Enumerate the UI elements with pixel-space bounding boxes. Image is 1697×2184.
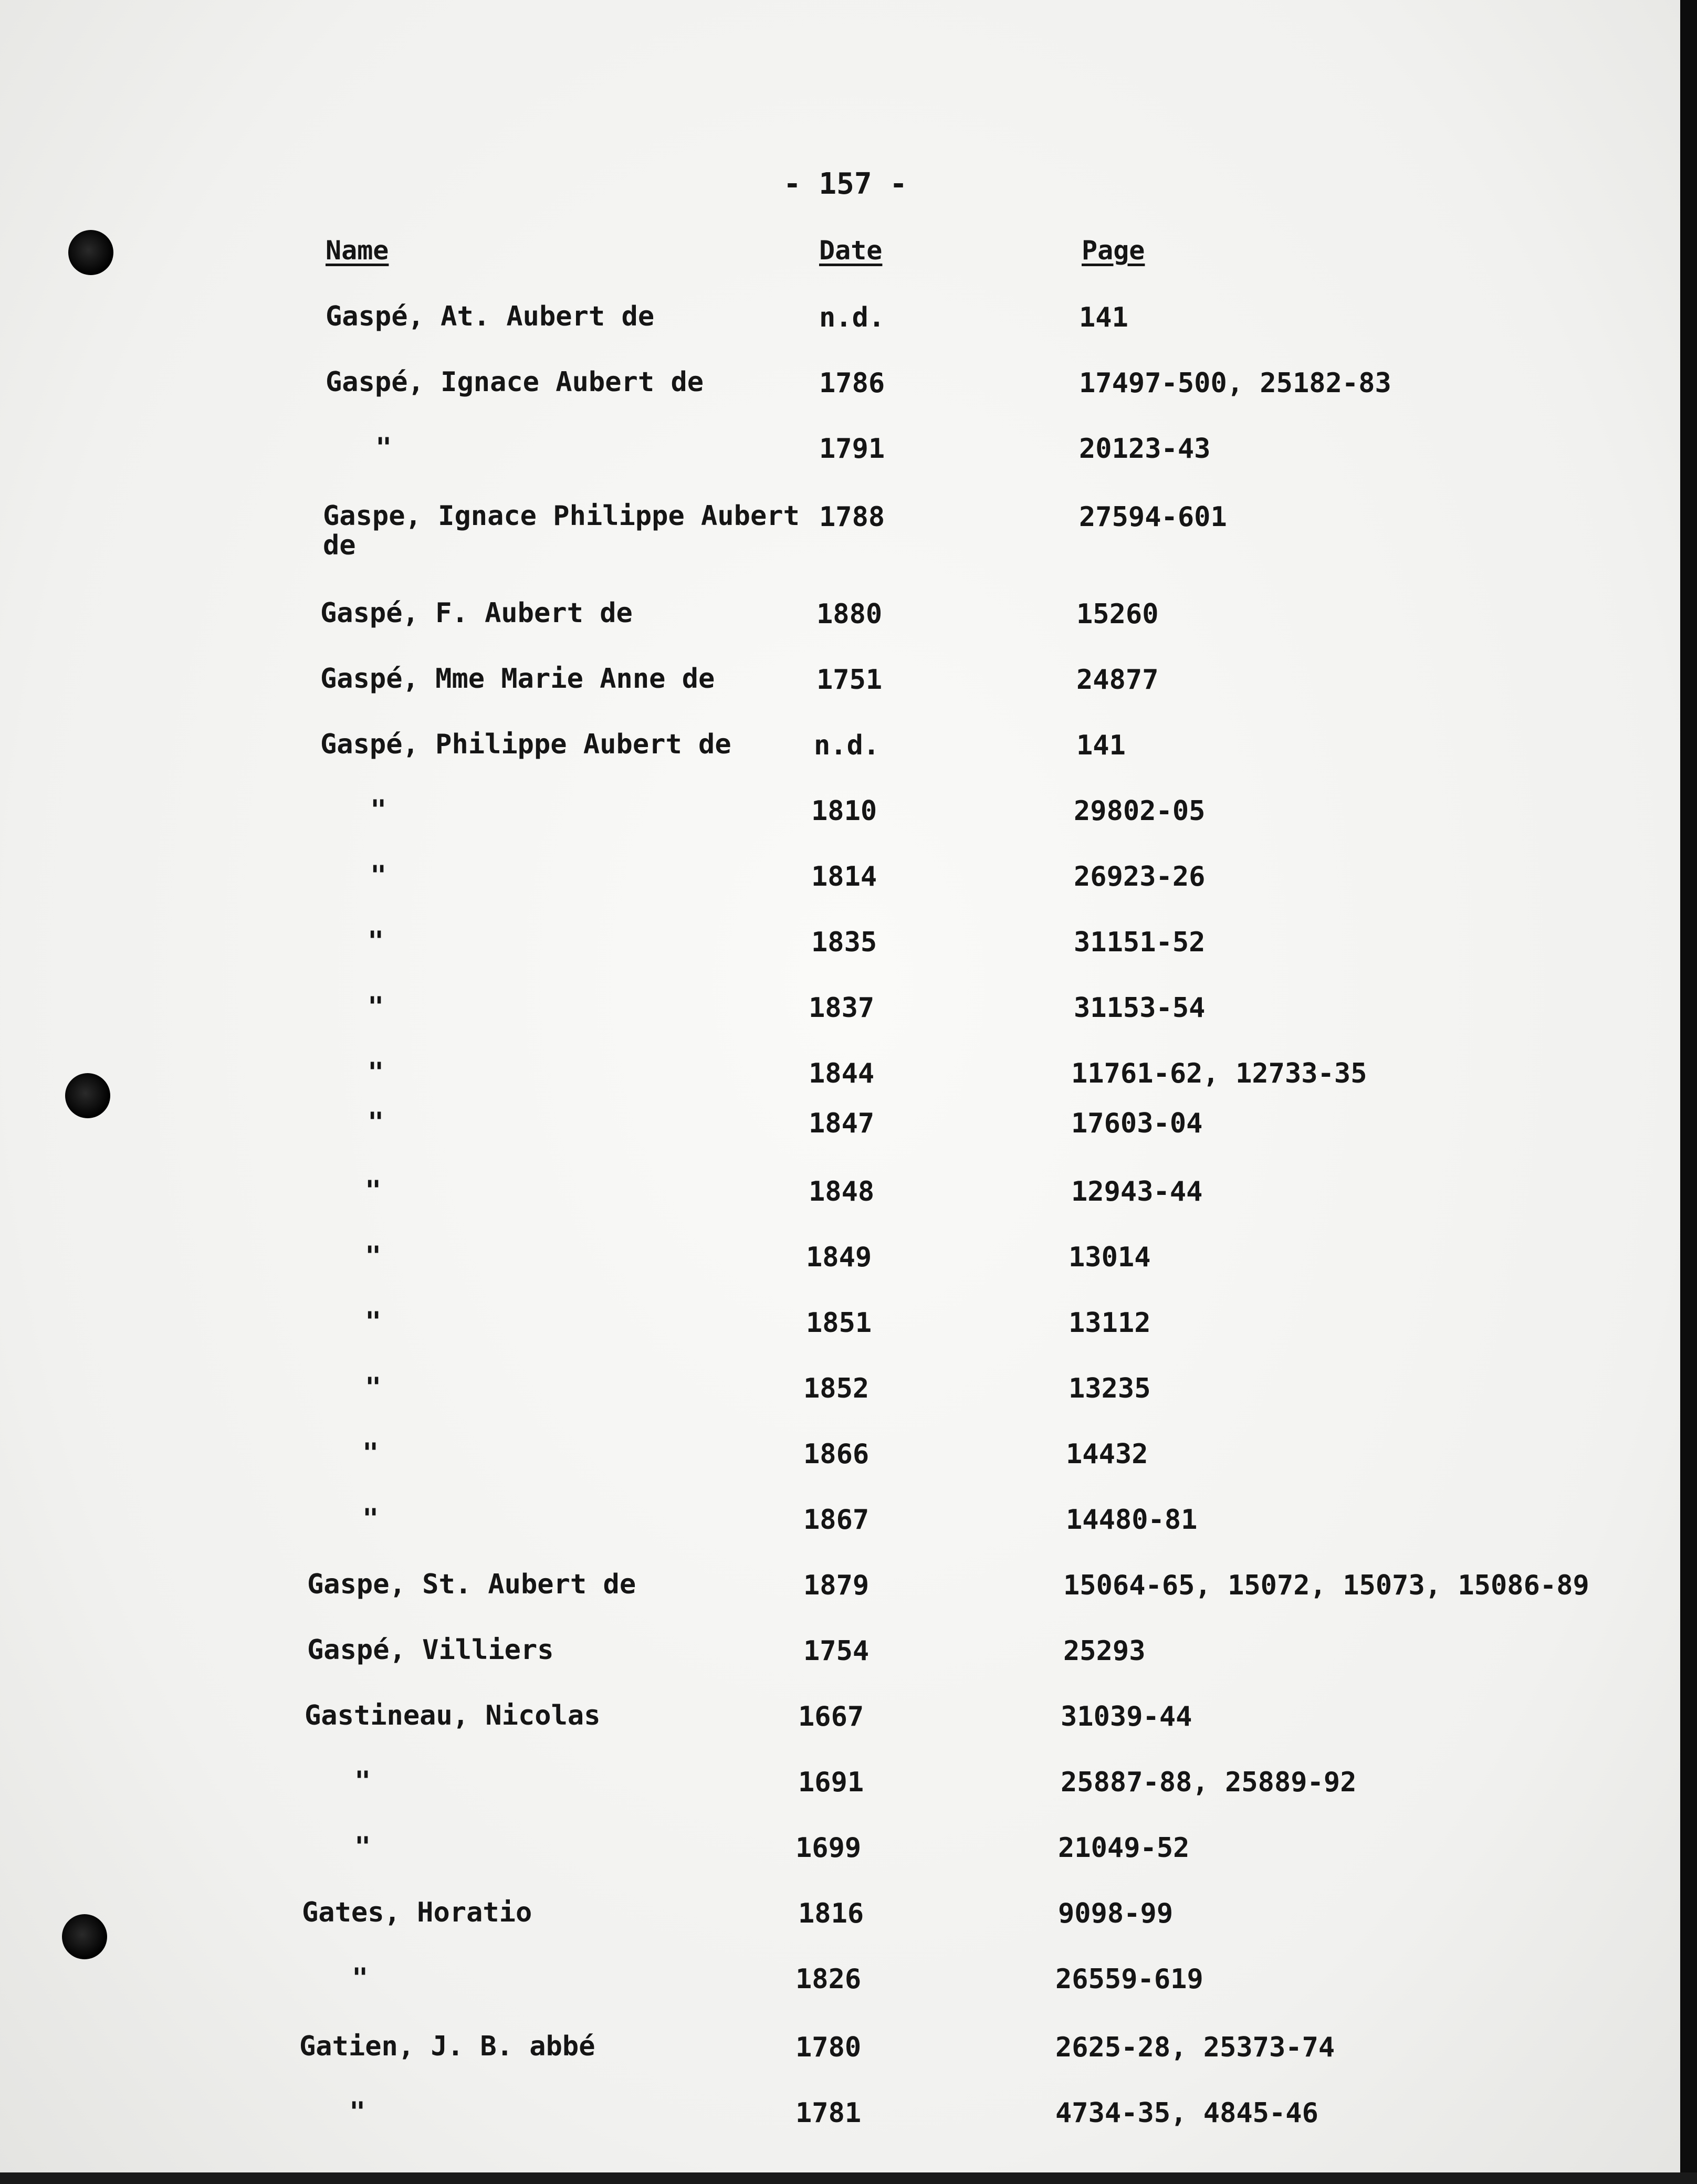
punch-hole: [68, 230, 113, 275]
entry-date: 1816: [798, 1898, 864, 1929]
entry-date: 1866: [803, 1438, 870, 1470]
ditto-mark: ": [368, 1107, 384, 1138]
entry-pages: 31153-54: [1074, 992, 1206, 1024]
entry-name: Gatien, J. B. abbé: [299, 2031, 595, 2062]
table-row: [0, 1767, 1697, 1803]
entry-pages: 17497-500, 25182-83: [1079, 368, 1391, 399]
entry-pages: 141: [1079, 302, 1128, 333]
table-row: [0, 1176, 1697, 1213]
entry-pages: 15064-65, 15072, 15073, 15086-89: [1063, 1570, 1589, 1601]
entry-date: 1880: [816, 598, 883, 630]
entry-name: Gaspé, Villiers: [307, 1634, 554, 1666]
table-row: [0, 664, 1697, 701]
entry-date: 1847: [809, 1108, 875, 1139]
entry-pages: 15260: [1076, 598, 1159, 630]
entry-date: 1781: [795, 2097, 862, 2129]
entry-date: 1844: [809, 1058, 875, 1089]
ditto-mark: ": [362, 1437, 379, 1469]
entry-pages: 31039-44: [1061, 1701, 1192, 1732]
entry-date: 1867: [803, 1504, 870, 1536]
ditto-mark: ": [354, 1766, 371, 1797]
entry-date: 1788: [819, 501, 885, 533]
entry-date: 1835: [811, 927, 877, 958]
entry-date: 1751: [816, 664, 883, 696]
table-row: [0, 2032, 1697, 2068]
ditto-mark: ": [362, 1503, 379, 1535]
entry-pages: 13235: [1069, 1373, 1151, 1404]
table-row: [0, 1635, 1697, 1672]
table-row: [0, 1108, 1697, 1144]
table-row: [0, 1242, 1697, 1278]
entry-date: 1814: [811, 861, 877, 892]
entry-date: 1691: [798, 1767, 864, 1798]
ditto-mark: ": [370, 794, 387, 826]
table-row: [0, 1964, 1697, 2000]
entry-date: 1667: [798, 1701, 864, 1732]
entry-pages: 21049-52: [1058, 1832, 1190, 1864]
ditto-mark: ": [352, 1962, 369, 1994]
entry-date: 1786: [819, 368, 885, 399]
ditto-mark: ": [368, 1057, 384, 1088]
entry-pages: 13112: [1069, 1307, 1151, 1339]
entry-date: 1810: [811, 795, 877, 827]
entry-pages: 26923-26: [1074, 861, 1206, 892]
ditto-mark: ": [365, 1241, 382, 1272]
entry-date: n.d.: [814, 730, 880, 761]
entry-date: 1826: [795, 1964, 862, 1995]
table-row: [0, 1058, 1697, 1095]
entry-pages: 2625-28, 25373-74: [1055, 2032, 1335, 2063]
entry-date: 1837: [809, 992, 875, 1024]
scan-edge-bottom: [0, 2172, 1697, 2184]
ditto-mark: ": [349, 2096, 366, 2128]
entry-pages: 24877: [1076, 664, 1159, 696]
entry-date: 1852: [803, 1373, 870, 1404]
page-number: - 157 -: [783, 167, 907, 201]
entry-pages: 17603-04: [1071, 1108, 1203, 1139]
entry-pages: 20123-43: [1079, 433, 1211, 465]
entry-pages: 12943-44: [1071, 1176, 1203, 1208]
entry-date: 1791: [819, 433, 885, 465]
ditto-mark: ": [365, 1372, 382, 1403]
entry-pages: 27594-601: [1079, 501, 1227, 533]
table-row: [0, 992, 1697, 1029]
entry-name: Gaspé, Philippe Aubert de: [320, 729, 731, 760]
table-row: [0, 730, 1697, 766]
column-header-date: Date: [819, 235, 883, 266]
table-row: [0, 302, 1697, 339]
entry-date: 1780: [795, 2032, 862, 2063]
table-row: [0, 2097, 1697, 2134]
table-row: [0, 795, 1697, 832]
column-header-page: Page: [1082, 235, 1145, 266]
entry-pages: 31151-52: [1074, 927, 1206, 958]
entry-pages: 141: [1076, 730, 1126, 761]
entry-name: Gates, Horatio: [302, 1897, 532, 1928]
table-row: [0, 1373, 1697, 1410]
entry-date: 1879: [803, 1570, 870, 1601]
entry-pages: 14432: [1066, 1438, 1148, 1470]
entry-pages: 29802-05: [1074, 795, 1206, 827]
entry-date: 1851: [806, 1307, 872, 1339]
entry-name: Gaspé, At. Aubert de: [326, 301, 655, 332]
entry-name: Gaspé, F. Aubert de: [320, 597, 633, 629]
ditto-mark: ": [365, 1175, 382, 1206]
entry-pages: 4734-35, 4845-46: [1055, 2097, 1318, 2129]
column-header-name: Name: [326, 235, 389, 266]
table-row: [0, 927, 1697, 963]
entry-pages: 11761-62, 12733-35: [1071, 1058, 1367, 1089]
table-row: [0, 500, 1697, 561]
entry-name: Gastineau, Nicolas: [305, 1700, 601, 1731]
entry-date: n.d.: [819, 302, 885, 333]
table-row: [0, 433, 1697, 470]
entry-date: 1848: [809, 1176, 875, 1208]
table-row: [0, 1570, 1697, 1606]
ditto-mark: ": [368, 991, 384, 1023]
ditto-mark: ": [368, 926, 384, 957]
entry-pages: 25887-88, 25889-92: [1061, 1767, 1357, 1798]
entry-pages: 26559-619: [1055, 1964, 1203, 1995]
entry-name: Gaspé, Mme Marie Anne de: [320, 663, 715, 695]
ditto-mark: ": [354, 1831, 371, 1863]
ditto-mark: ": [370, 860, 387, 891]
table-row: [0, 1307, 1697, 1344]
entry-date: 1849: [806, 1242, 872, 1273]
entry-pages: 14480-81: [1066, 1504, 1198, 1536]
entry-pages: 25293: [1063, 1635, 1146, 1667]
table-row: [0, 1504, 1697, 1541]
table-row: [0, 1438, 1697, 1475]
ditto-mark: ": [365, 1306, 382, 1338]
entry-pages: 9098-99: [1058, 1898, 1174, 1929]
entry-name: Gaspe, St. Aubert de: [307, 1569, 636, 1600]
table-row: [0, 598, 1697, 635]
table-row: [0, 861, 1697, 898]
ditto-mark: ": [375, 432, 392, 464]
entry-date: 1754: [803, 1635, 870, 1667]
entry-name: Gaspe, Ignace Philippe Aubert de: [323, 500, 800, 561]
entry-name: Gaspé, Ignace Aubert de: [326, 366, 704, 398]
entry-date: 1699: [795, 1832, 862, 1864]
entry-pages: 13014: [1069, 1242, 1151, 1273]
table-row: [0, 1898, 1697, 1935]
table-row: [0, 368, 1697, 404]
table-row: [0, 1832, 1697, 1869]
table-row: [0, 1701, 1697, 1738]
